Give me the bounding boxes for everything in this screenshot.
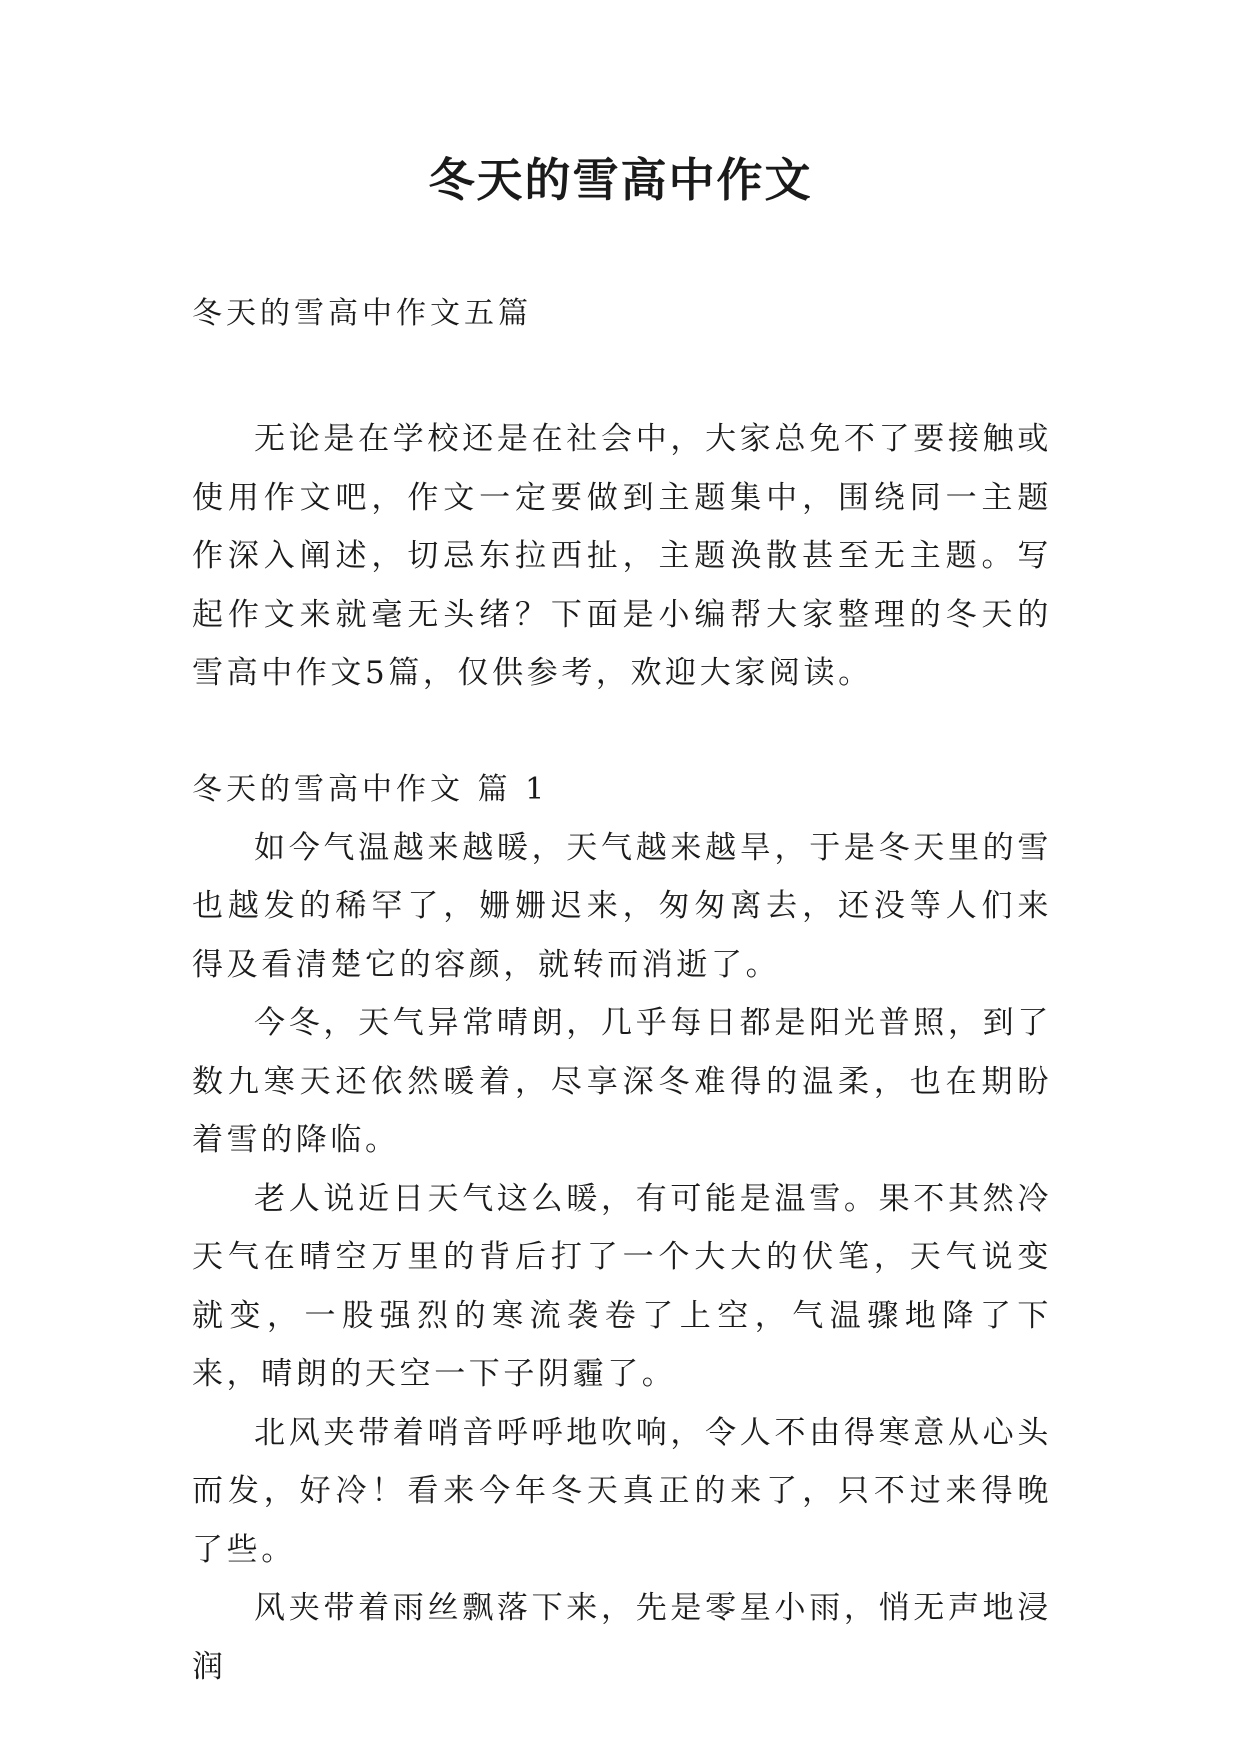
body-paragraph: 风夹带着雨丝飘落下来，先是零星小雨，悄无声地浸润 — [192, 1590, 1052, 1685]
intro-paragraph: 无论是在学校还是在社会中，大家总免不了要接触或使用作文吧，作文一定要做到主题集中，围绕同一主题作深入阐述，切忌东拉西扯，主题涣散甚至无主题。写起作文来就毫无头绪？下面是小编帮大家整理的冬天的雪高中作文5篇，仅供参考，欢迎大家阅读。 — [192, 421, 1052, 691]
body-paragraph: 今冬，天气异常晴朗，几乎每日都是阳光普照，到了数九寒天还依然暖着，尽享深冬难得的温柔，也在期盼着雪的降临。 — [192, 1005, 1052, 1158]
body-paragraph: 老人说近日天气这么暖，有可能是温雪。果不其然冷天气在晴空万里的背后打了一个大大的伏笔，天气说变就变，一股强烈的寒流袭卷了上空，气温骤地降了下来，晴朗的天空一下子阴霾了。 — [192, 1180, 1052, 1392]
document-subtitle: 冬天的雪高中作文五篇 — [192, 296, 532, 331]
body-paragraph: 如今气温越来越暖，天气越来越旱，于是冬天里的雪也越发的稀罕了，姗姗迟来，匆匆离去，还没等人们来得及看清楚它的容颜，就转而消逝了。 — [192, 829, 1052, 983]
body-paragraph: 北风夹带着哨音呼呼地吹响，令人不由得寒意从心头而发，好冷！看来今年冬天真正的来了，只不过来得晚了些。 — [192, 1414, 1052, 1568]
document-title: 冬天的雪高中作文 — [428, 153, 813, 207]
document-body — [192, 410, 1052, 1696]
section-heading: 冬天的雪高中作文 篇 1 — [192, 771, 549, 807]
